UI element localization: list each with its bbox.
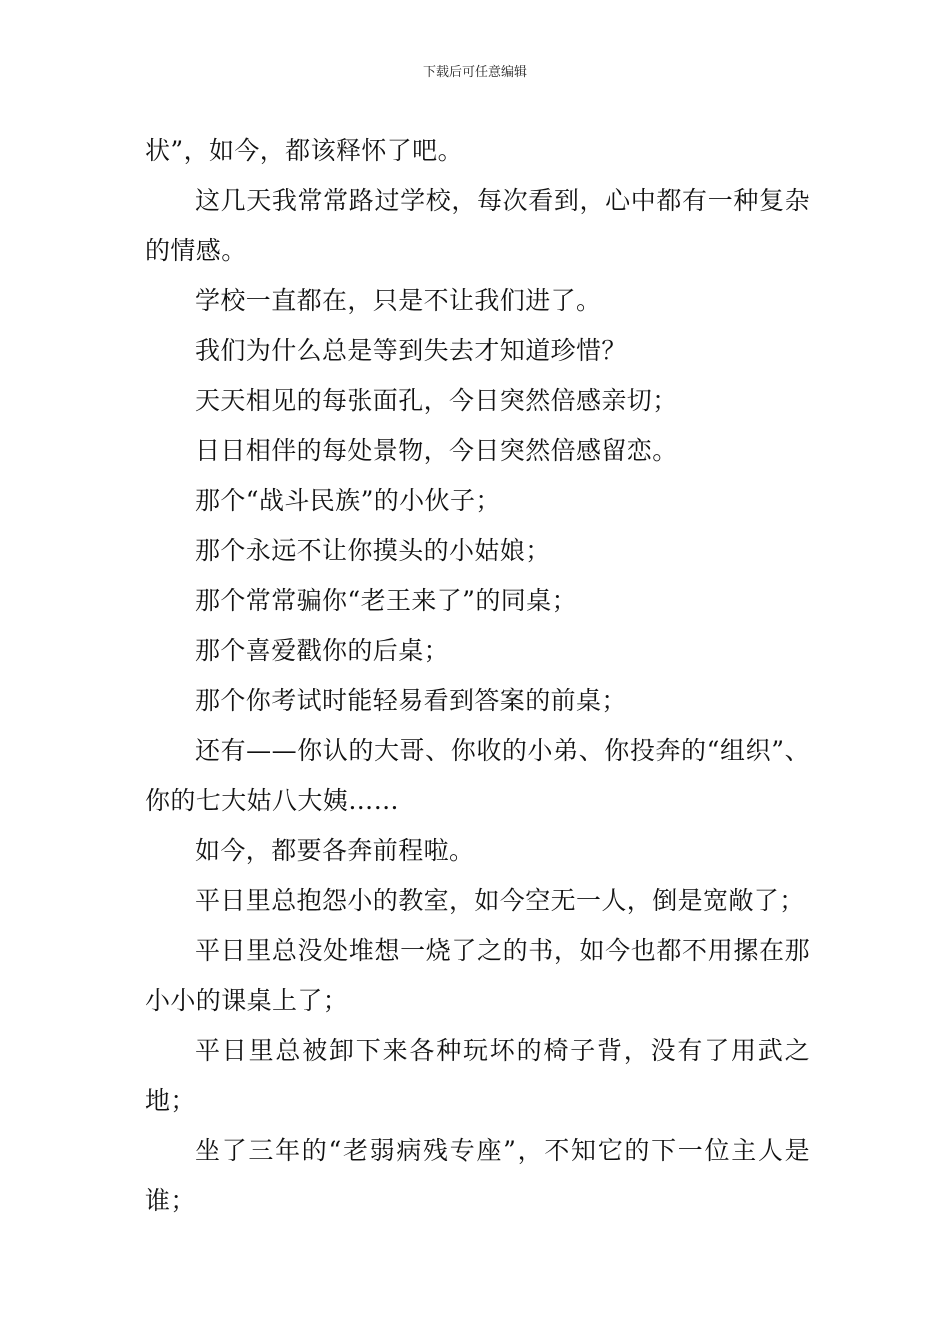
paragraph: 状”，如今，都该释怀了吧。	[145, 136, 463, 165]
paragraph: 日日相伴的每处景物，今日突然倍感留恋。	[195, 436, 678, 465]
paragraph: 如今，都要各奔前程啦。	[195, 836, 475, 865]
paragraph: 那个喜爱戳你的后桌；	[195, 636, 450, 665]
paragraph: 平日里总没处堆想一烧了之的书，如今也都不用摞在那小小的课桌上了；	[145, 936, 810, 1015]
paragraph: 这几天我常常路过学校，每次看到，心中都有一种复杂的情感。	[145, 186, 810, 265]
paragraph: 那个“战斗民族”的小伙子；	[195, 486, 501, 515]
paragraph: 平日里总抱怨小的教室，如今空无一人，倒是宽敞了；	[195, 886, 805, 915]
paragraph: 天天相见的每张面孔，今日突然倍感亲切；	[195, 386, 678, 415]
paragraph: 平日里总被卸下来各种玩坏的椅子背，没有了用武之地；	[145, 1036, 810, 1115]
paragraph: 学校一直都在，只是不让我们进了。	[195, 286, 602, 315]
paragraph: 还有——你认的大哥、你收的小弟、你投奔的“组织”、你的七大姑八大姨……	[145, 736, 810, 815]
paragraph: 那个你考试时能轻易看到答案的前桌；	[195, 686, 627, 715]
document-body	[145, 126, 810, 1226]
paragraph: 那个常常骗你“老王来了”的同桌；	[195, 586, 577, 615]
paragraph: 那个永远不让你摸头的小姑娘；	[195, 536, 551, 565]
paragraph: 坐了三年的“老弱病残专座”，不知它的下一位主人是谁；	[145, 1136, 810, 1215]
paragraph: 我们为什么总是等到失去才知道珍惜？	[195, 336, 627, 365]
page-header: 下载后可任意编辑	[422, 65, 527, 80]
